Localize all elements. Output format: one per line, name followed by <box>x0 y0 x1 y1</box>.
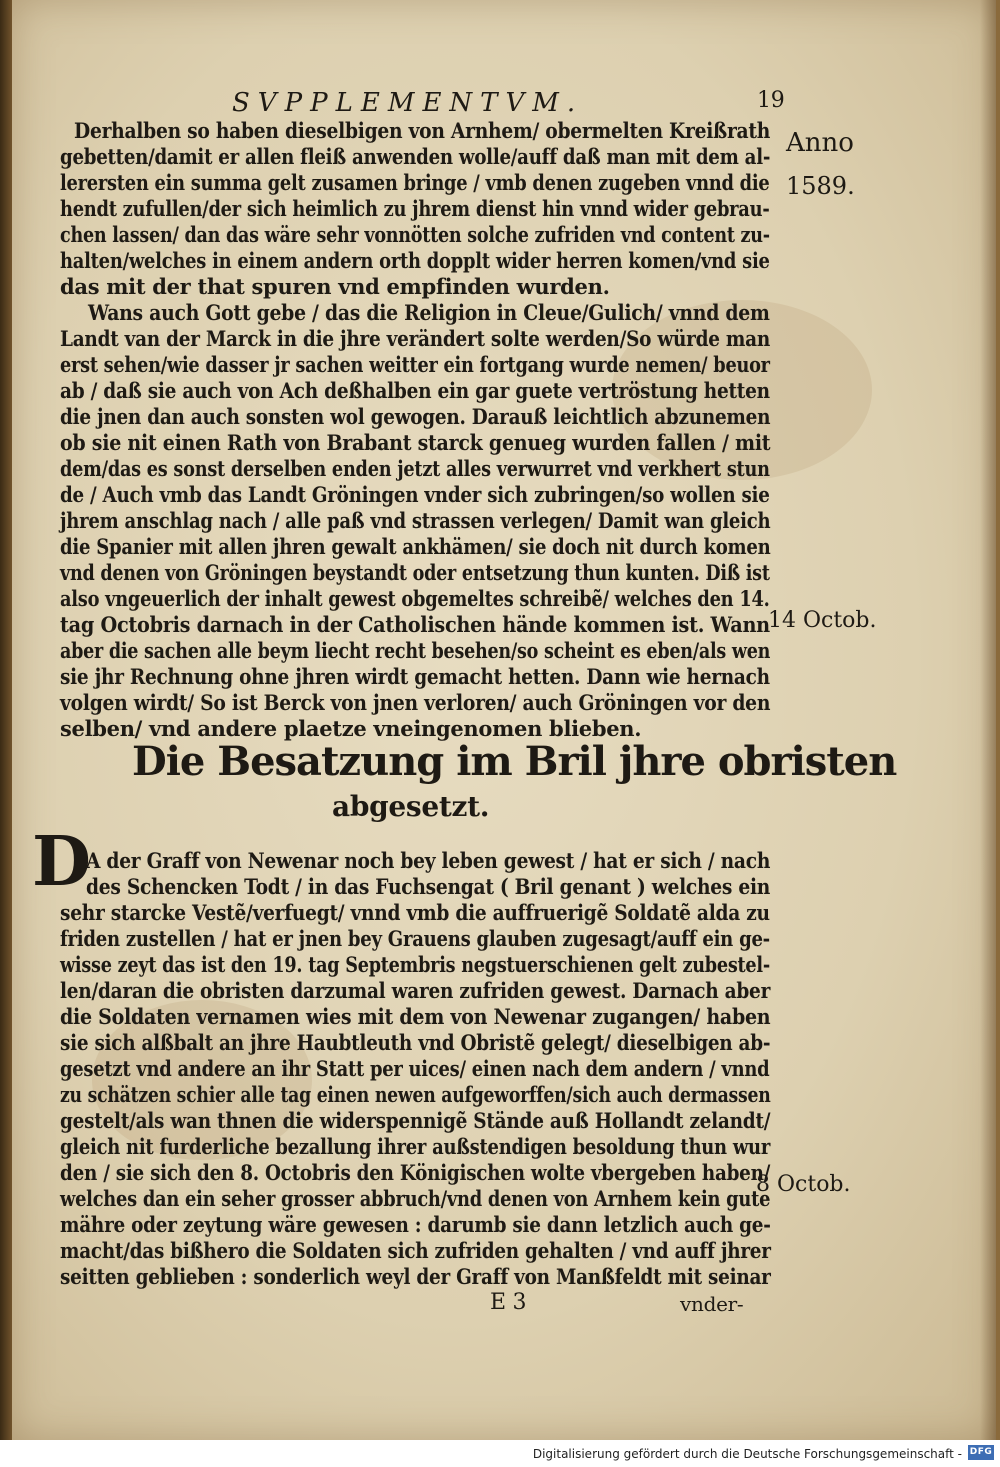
text-line: wisse zeyt das ist den 19. tag Septembris negstuerschienen gelt zubestel- <box>60 952 770 977</box>
text-line: ab / daß sie auch von Ach deßhalben ein gar guete vertröstung hetten <box>60 378 770 403</box>
section-heading: Die Besatzung im Bril jhre obristen <box>132 738 897 785</box>
dfg-logo-icon: DFG <box>968 1445 994 1460</box>
text-line: erst sehen/wie dasser jr sachen weitter ein fortgang wurde nemen/ beuor <box>60 352 770 377</box>
text-line: welches dan ein seher grosser abbruch/vnd denen von Arnhem kein gute <box>60 1186 771 1211</box>
text-line: lerersten ein summa gelt zusamen bringe / vmb denen zugeben vnnd die <box>60 170 770 195</box>
text-line: die Spanier mit allen jhren gewalt ankhämen/ sie doch nit durch komen <box>60 534 771 559</box>
running-head: SVPPLEMENTVM. <box>232 88 584 118</box>
text-line: macht/das bißhero die Soldaten sich zufriden gehalten / vnd auff jhrer <box>60 1238 771 1263</box>
text-line: A der Graff von Newenar noch bey leben gewest / hat er sich / nach <box>86 848 771 873</box>
text-line: also vngeuerlich der inhalt gewest obgemeltes schreibẽ/ welches den 14. <box>60 586 770 611</box>
page-number: 19 <box>757 88 785 113</box>
page-edge-shadow <box>980 0 996 1440</box>
margin-note-anno: Anno <box>786 128 854 158</box>
text-line: aber die sachen alle beym liecht recht besehen/so scheint es eben/als wen <box>60 638 771 663</box>
text-line: halten/welches in einem andern orth dopplt wider herren komen/vnd sie <box>60 248 770 273</box>
text-line: friden zustellen / hat er jnen bey Grauens glauben zugesagt/auff ein ge- <box>60 926 770 951</box>
footer-bar <box>0 1440 1000 1467</box>
margin-note-year: 1589. <box>786 172 855 200</box>
text-line: Landt van der Marck in die jhre verändert solte werden/So würde man <box>60 326 770 351</box>
text-line: gestelt/als wan thnen die widerspennigẽ Stände auß Hollandt zelandt/ <box>60 1108 771 1133</box>
drop-cap: D <box>32 822 91 902</box>
text-line: gebetten/damit er allen fleiß anwenden wolle/auff daß man mit dem al- <box>60 144 771 169</box>
text-line: sie sich alßbalt an jhre Haubtleuth vnd Obristẽ gelegt/ dieselbigen ab- <box>60 1030 771 1055</box>
text-line: jhrem anschlag nach / alle paß vnd strassen verlegen/ Damit wan gleich <box>60 508 771 533</box>
funding-notice: Digitalisierung gefördert durch die Deutsche Forschungsgemeinschaft - <box>532 1447 962 1461</box>
text-line: volgen wirdt/ So ist Berck von jnen verloren/ auch Gröningen vor den <box>60 690 771 715</box>
margin-note-date: 8 Octob. <box>756 1172 851 1197</box>
text-line: sie jhr Rechnung ohne jhren wirdt gemacht hetten. Dann wie hernach <box>60 664 770 689</box>
text-line: den / sie sich den 8. Octobris den Königischen wolte vbergeben haben/ <box>60 1160 771 1185</box>
text-line: tag Octobris darnach in der Catholischen hände kommen ist. Wann <box>60 612 770 637</box>
catchword: vnder- <box>680 1292 744 1316</box>
text-line: chen lassen/ dan das wäre sehr vonnötten solche zufriden vnd content zu- <box>60 222 770 247</box>
section-heading-continued: abgesetzt. <box>332 790 490 823</box>
text-line: selben/ vnd andere plaetze vneingenomen blieben. <box>60 716 642 741</box>
text-line: gleich nit furderliche bezallung ihrer außstendigen besoldung thun wur <box>60 1134 771 1159</box>
text-line: len/daran die obristen darzumal waren zufriden gewest. Darnach aber <box>60 978 771 1003</box>
text-line: die jnen dan auch sonsten wol gewogen. Darauß leichtlich abzunemen <box>60 404 771 429</box>
text-line: Derhalben so haben dieselbigen von Arnhem/ obermelten Kreißrath <box>74 118 771 143</box>
text-line: zu schätzen schier alle tag einen newen aufgeworffen/sich auch dermassen <box>60 1082 771 1107</box>
margin-note-date: 14 Octob. <box>768 608 877 633</box>
signature-mark: E 3 <box>490 1290 527 1315</box>
text-line: vnd denen von Gröningen beystandt oder entsetzung thun kunten. Diß ist <box>60 560 770 585</box>
text-line: de / Auch vmb das Landt Gröningen vnder sich zubringen/so wollen sie <box>60 482 770 507</box>
text-line: das mit der that spuren vnd empfinden wurden. <box>60 274 610 299</box>
text-line: des Schencken Todt / in das Fuchsengat ( Bril genant ) welches ein <box>86 874 771 899</box>
text-line: die Soldaten vernamen wies mit dem von Newenar zugangen/ haben <box>60 1004 771 1029</box>
text-line: dem/das es sonst derselben enden jetzt alles verwurret vnd verkhert stun <box>60 456 770 481</box>
text-line: sehr starcke Vestẽ/verfuegt/ vnnd vmb die auffruerigẽ Soldatẽ alda zu <box>60 900 770 925</box>
text-line: seitten geblieben : sonderlich weyl der Graff von Manßfeldt mit seinar <box>60 1264 771 1289</box>
text-line: gesetzt vnd andere an ihr Statt per uices/ einen nach dem andern / vnnd <box>60 1056 770 1081</box>
text-line: mähre oder zeytung wäre gewesen : darumb sie dann letzlich auch ge- <box>60 1212 771 1237</box>
text-line: Wans auch Gott gebe / das die Religion in Cleue/Gulich/ vnnd dem <box>88 300 770 325</box>
text-line: hendt zufullen/der sich heimlich zu jhrem dienst hin vnnd wider gebrau- <box>60 196 770 221</box>
text-line: ob sie nit einen Rath von Brabant starck genueg wurden fallen / mit <box>60 430 771 455</box>
